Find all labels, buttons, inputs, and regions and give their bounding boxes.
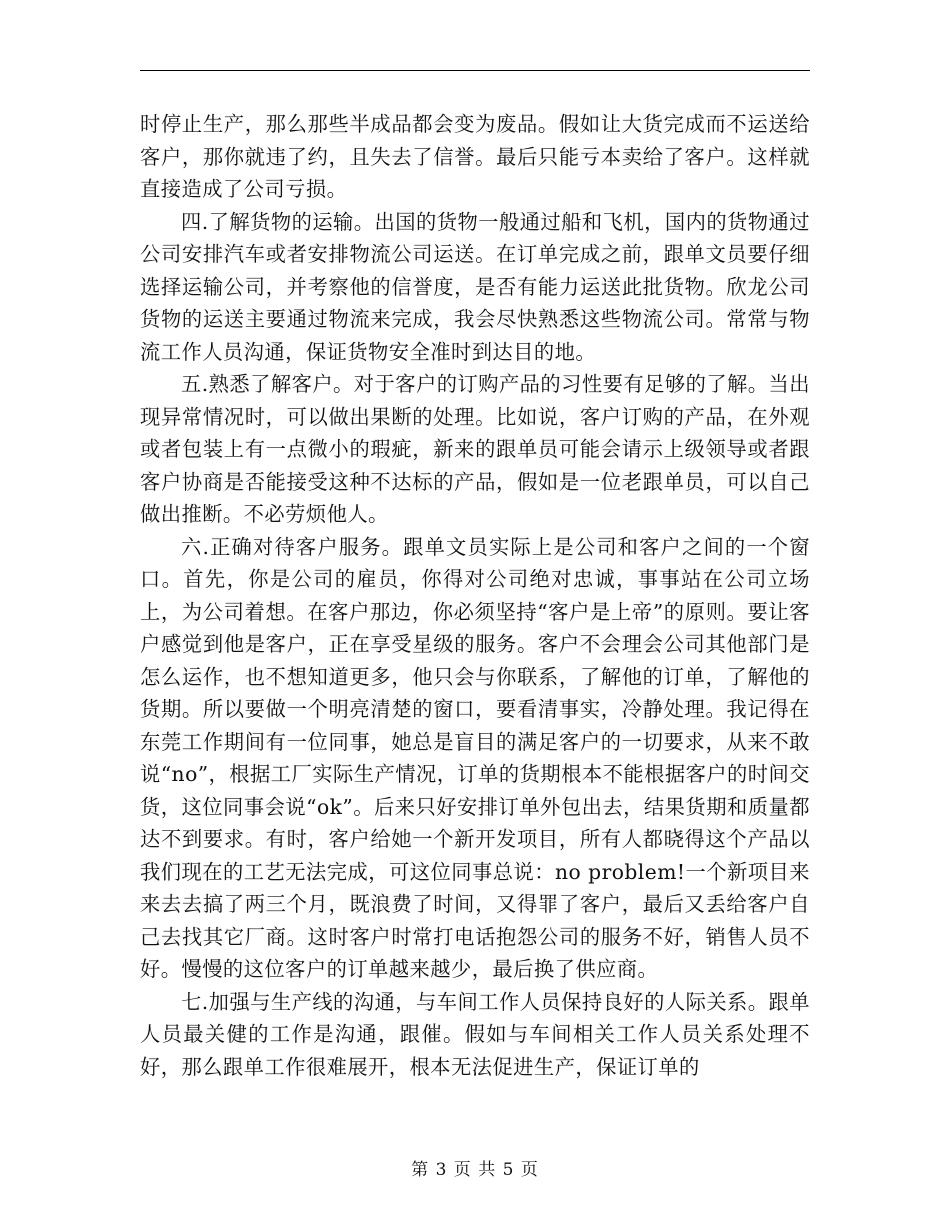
paragraph-section-6: 六.正确对待客户服务。跟单文员实际上是公司和客户之间的一个窗口。首先，你是公司的雇员，你得对公司绝对忠诚，事事站在公司立场上，为公司着想。在客户那边，你必须坚持“客户是上帝”的原则。要让客户感觉到他是客户，正在享受星级的服务。客户不会理会公司其他部门是怎么运作，也不想知道更多，他只会与你联系，了解他的订单，了解他的货期。所以要做一个明亮清楚的窗口，要看清事实，冷静处理。我记得在东莞工作期间有一位同事，她总是盲目的满足客户的一切要求，从来不敢说“no”，根据工厂实际生产情况，订单的货期根本不能根据客户的时间交货，这位同事会说“ok”。后来只好安排订单外包出去，结果货期和质量都达不到要求。有时，客户给她一个新开发项目，所有人都晓得这个产品以我们现在的工艺无法完成，可这位同事总说：no problem!一个新项目来来去去搞了两三个月，既浪费了时间，又得罪了客户，最后又丢给客户自己去找其它厂商。这时客户时常打电话抱怨公司的服务不好，销售人员不好。慢慢的这位客户的订单越来越少，最后换了供应商。 — [140, 534, 810, 981]
paragraph-continuation: 时停止生产，那么那些半成品都会变为废品。假如让大货完成而不运送给客户，那你就违了约，且失去了信誉。最后只能亏本卖给了客户。这样就直接造成了公司亏损。 — [140, 112, 810, 201]
paragraph-section-5: 五.熟悉了解客户。对于客户的订购产品的习性要有足够的了解。当出现异常情况时，可以做出果断的处理。比如说，客户订购的产品，在外观或者包装上有一点微小的瑕疵，新来的跟单员可能会请示上级领导或者跟客户协商是否能接受这种不达标的产品，假如是一位老跟单员，可以自己做出推断。不必劳烦他人。 — [140, 372, 810, 526]
page-number-footer: 第 3 页 共 5 页 — [411, 1160, 539, 1180]
body-text — [140, 108, 810, 1083]
paragraph-section-7: 七.加强与生产线的沟通，与车间工作人员保持良好的人际关系。跟单人员最关健的工作是沟通，跟催。假如与车间相关工作人员关系处理不好，那么跟单工作很难展开，根本无法促进生产，保证订单的 — [140, 989, 810, 1079]
paragraph-section-4: 四.了解货物的运输。出国的货物一般通过船和飞机，国内的货物通过公司安排汽车或者安排物流公司运送。在订单完成之前，跟单文员要仔细选择运输公司，并考察他的信誉度，是否有能力运送此批货物。欣龙公司货物的运送主要通过物流来完成，我会尽快熟悉这些物流公司。常常与物流工作人员沟通，保证货物安全准时到达目的地。 — [140, 209, 810, 364]
header-rule — [140, 70, 810, 71]
